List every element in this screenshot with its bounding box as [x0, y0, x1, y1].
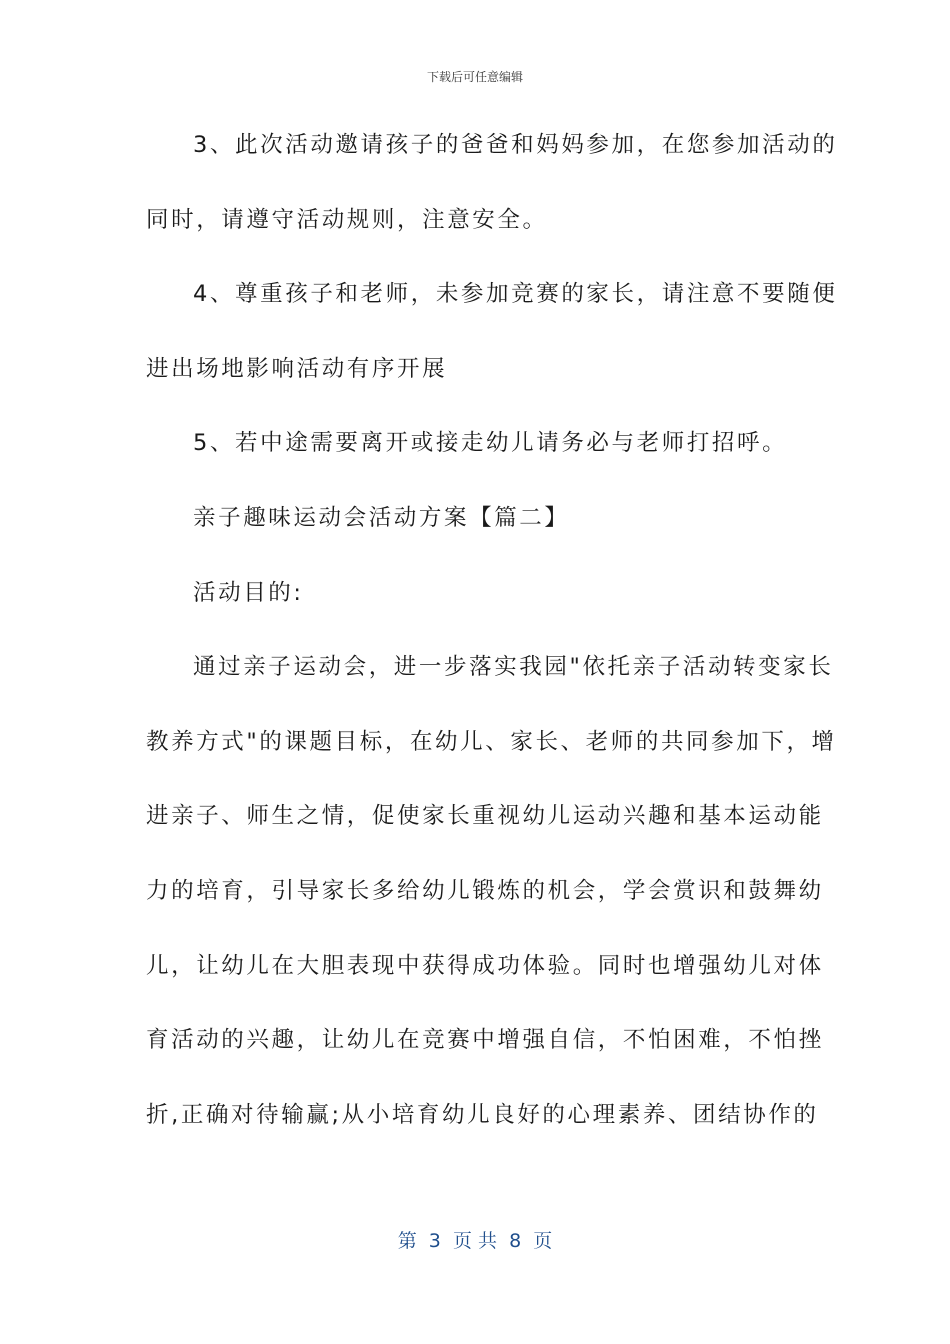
text-line: 5、若中途需要离开或接走幼儿请务必与老师打招呼。 [193, 430, 788, 457]
text-line: 教养方式"的课题目标，在幼儿、家长、老师的共同参加下，增 [146, 728, 837, 755]
text-line: 4、尊重孩子和老师，未参加竞赛的家长，请注意不要随便 [193, 281, 838, 308]
text-line: 儿，让幼儿在大胆表现中获得成功体验。同时也增强幼儿对体 [146, 952, 824, 979]
text-line: 育活动的兴趣，让幼儿在竞赛中增强自信，不怕困难，不怕挫 [146, 1027, 824, 1054]
section-heading: 亲子趣味运动会活动方案【篇二】 [193, 504, 570, 531]
header-note: 下载后可任意编辑 [426, 70, 523, 84]
text-line: 通过亲子运动会，进一步落实我园"依托亲子活动转变家长 [193, 654, 834, 681]
text-line: 进亲子、师生之情，促使家长重视幼儿运动兴趣和基本运动能 [146, 803, 824, 830]
text-line: 进出场地影响活动有序开展 [146, 355, 448, 382]
text-line: 力的培育，引导家长多给幼儿锻炼的机会，学会赏识和鼓舞幼 [146, 877, 824, 904]
text-line: 同时，请遵守活动规则，注意安全。 [146, 206, 548, 233]
text-line: 折,正确对待输赢;从小培育幼儿良好的心理素养、团结协作的 [146, 1101, 819, 1128]
document-body [146, 108, 838, 1152]
subheading: 活动目的: [193, 579, 304, 606]
page-number-footer: 第 3 页 共 8 页 [397, 1230, 553, 1252]
text-line: 3、此次活动邀请孩子的爸爸和妈妈参加，在您参加活动的 [193, 132, 838, 158]
